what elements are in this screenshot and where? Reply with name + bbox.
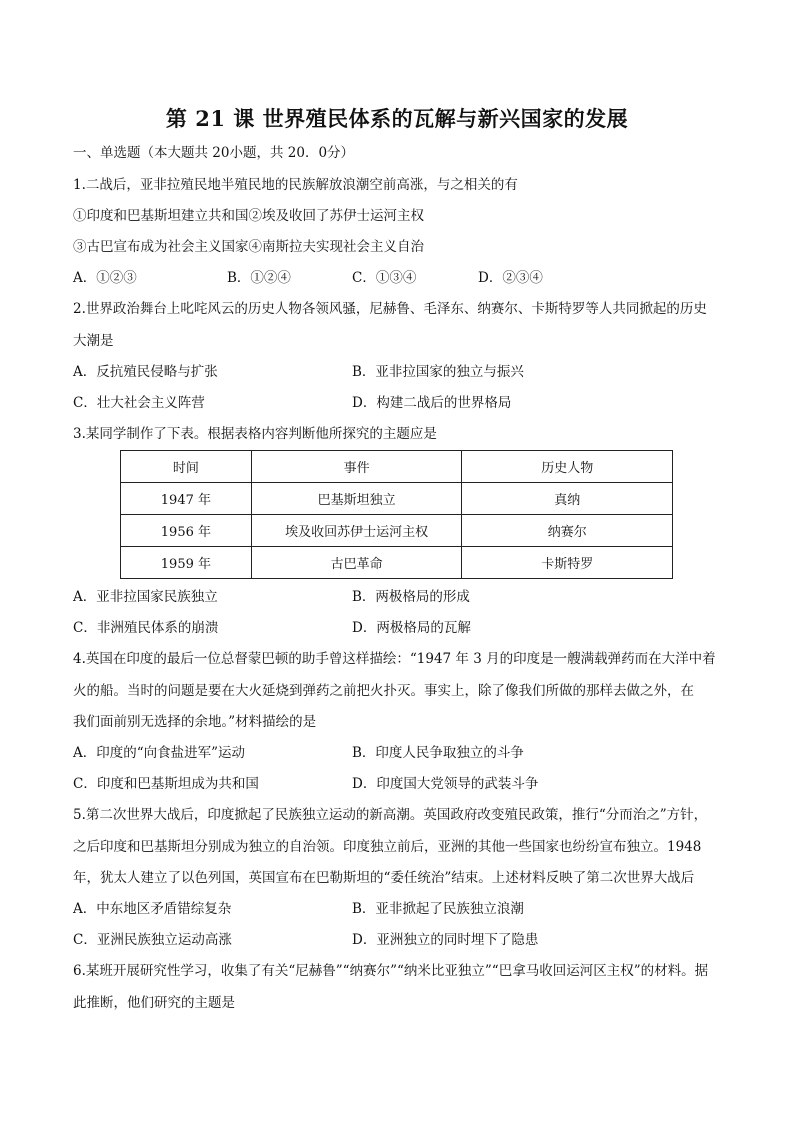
table-cell: 埃及收回苏伊士运河主权 [251, 515, 462, 547]
q6-stem-line-1: 6.某班开展研究性学习，收集了有关“尼赫鲁”“纳赛尔”“纳米比亚独立”“巴拿马收回运河区主权”的材料。据 [73, 963, 709, 979]
q1-option-b[interactable]: B．①②④ [227, 270, 291, 286]
table-cell: 纳赛尔 [462, 515, 673, 547]
q3-option-d[interactable]: D．两极格局的瓦解 [352, 620, 471, 636]
q2-option-c[interactable]: C．壮大社会主义阵营 [73, 395, 205, 411]
q3-option-a[interactable]: A．亚非拉国家民族独立 [73, 589, 218, 605]
q5-option-d[interactable]: D．亚洲独立的同时埋下了隐患 [352, 932, 539, 948]
q3-stem: 3.某同学制作了下表。根据表格内容判断他所探究的主题应是 [73, 426, 437, 442]
table-cell: 1956 年 [121, 515, 252, 547]
q4-stem-line-2: 火的船。当时的问题是要在大火延烧到弹药之前把火扑灭。事实上，除了像我们所做的那样去做之外，在 [73, 683, 694, 699]
table-header-cell: 历史人物 [462, 451, 673, 483]
q3-table [120, 450, 673, 579]
q3-option-b[interactable]: B．两极格局的形成 [352, 589, 470, 605]
q5-option-a[interactable]: A．中东地区矛盾错综复杂 [73, 901, 232, 917]
table-cell: 真纳 [462, 483, 673, 515]
q5-stem-line-3: 年，犹太人建立了以色列国，英国宣布在巴勒斯坦的“委任统治”结束。上述材料反映了第二次世界大战后 [73, 870, 695, 886]
q4-option-b[interactable]: B．印度人民争取独立的斗争 [352, 745, 524, 761]
table-row [121, 547, 673, 579]
table-cell: 古巴革命 [251, 547, 462, 579]
q3-option-c[interactable]: C．非洲殖民体系的崩溃 [73, 620, 219, 636]
q6-stem-line-2: 此推断，他们研究的主题是 [73, 995, 235, 1011]
page-title: 第 21 课 世界殖民体系的瓦解与新兴国家的发展 [165, 106, 629, 131]
q4-option-d[interactable]: D．印度国大党领导的武装斗争 [352, 776, 539, 792]
table-header-row [121, 451, 673, 483]
q2-stem-line-2: 大潮是 [73, 333, 114, 349]
q4-stem-line-1: 4.英国在印度的最后一位总督蒙巴顿的助手曾这样描绘：“1947 年 3 月的印度是一艘满载弹药而在大洋中着 [73, 651, 716, 667]
q4-option-c[interactable]: C．印度和巴基斯坦成为共和国 [73, 776, 259, 792]
q1-option-d[interactable]: D．②③④ [478, 270, 543, 286]
table-cell: 巴基斯坦独立 [251, 483, 462, 515]
q5-stem-line-1: 5.第二次世界大战后，印度掀起了民族独立运动的新高潮。英国政府改变殖民政策，推行“分而治之”方针， [73, 807, 708, 823]
q4-option-a[interactable]: A．印度的“向食盐进军”运动 [73, 745, 246, 761]
q1-option-a[interactable]: A．①②③ [73, 270, 137, 286]
table-cell: 卡斯特罗 [462, 547, 673, 579]
q1-stem: 1.二战后，亚非拉殖民地半殖民地的民族解放浪潮空前高涨，与之相关的有 [73, 177, 518, 193]
table-cell: 1959 年 [121, 547, 252, 579]
table-row [121, 483, 673, 515]
q1-item-line-2: ③古巴宣布成为社会主义国家④南斯拉夫实现社会主义自治 [73, 239, 424, 255]
table-row [121, 515, 673, 547]
q2-option-b[interactable]: B．亚非拉国家的独立与振兴 [352, 364, 524, 380]
q5-option-b[interactable]: B．亚非掀起了民族独立浪潮 [352, 901, 524, 917]
q5-stem-line-2: 之后印度和巴基斯坦分别成为独立的自治领。印度独立前后，亚洲的其他一些国家也纷纷宣布独立。1948 [73, 839, 702, 855]
table-header-cell: 时间 [121, 451, 252, 483]
q5-option-c[interactable]: C．亚洲民族独立运动高涨 [73, 932, 232, 948]
q2-option-d[interactable]: D．构建二战后的世界格局 [352, 395, 512, 411]
q2-option-a[interactable]: A．反抗殖民侵略与扩张 [73, 364, 218, 380]
section-heading: 一、单选题（本大题共 20小题，共 20．0分） [73, 145, 355, 161]
q1-item-line-1: ①印度和巴基斯坦建立共和国②埃及收回了苏伊士运河主权 [73, 208, 424, 224]
q1-option-c[interactable]: C．①③④ [352, 270, 417, 286]
table-cell: 1947 年 [121, 483, 252, 515]
table-header-cell: 事件 [251, 451, 462, 483]
q4-stem-line-3: 我们面前别无选择的余地。”材料描绘的是 [73, 714, 317, 730]
q2-stem-line-1: 2.世界政治舞台上叱咤风云的历史人物各领风骚，尼赫鲁、毛泽东、纳赛尔、卡斯特罗等人共同掀起的历史 [73, 301, 707, 317]
